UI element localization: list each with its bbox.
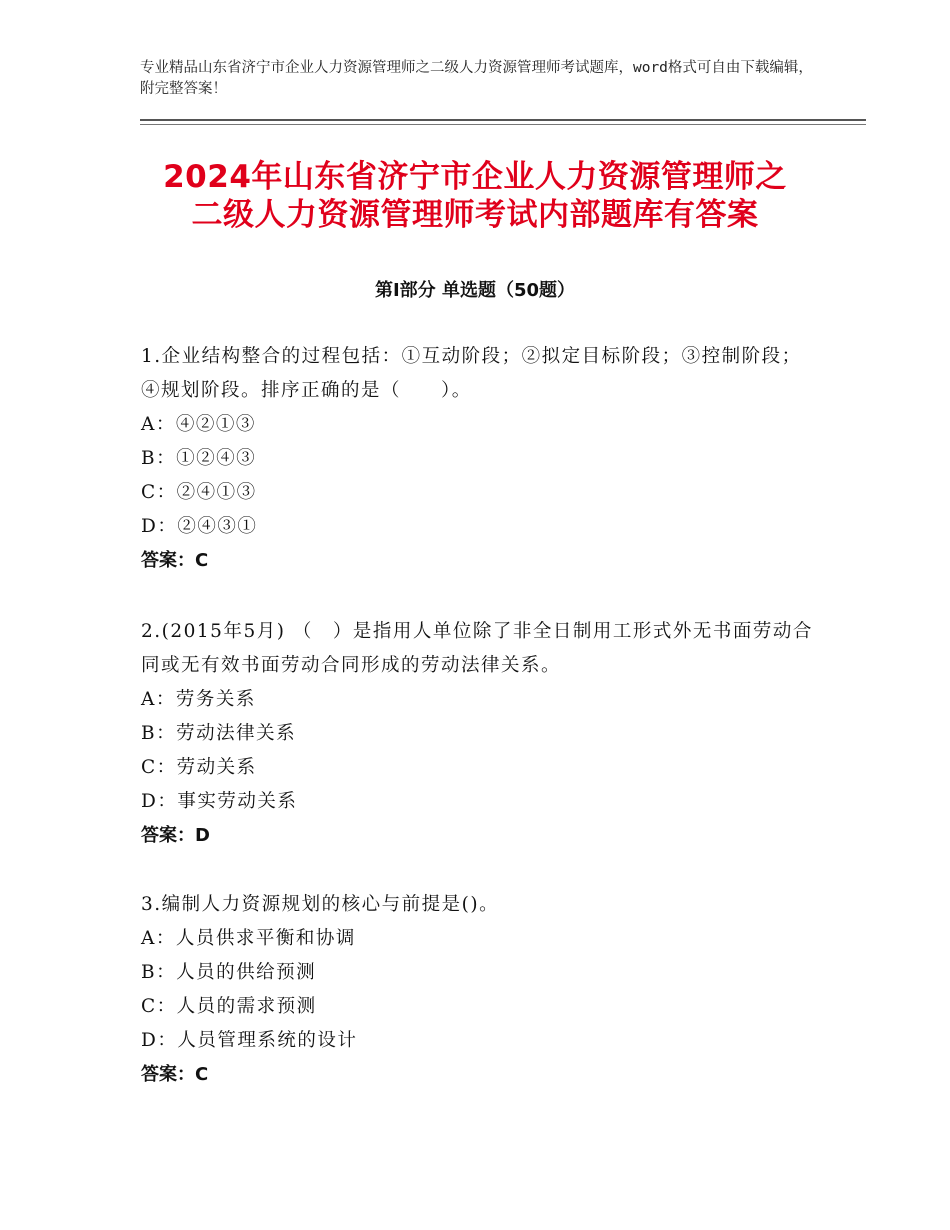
option-c: C：劳动关系 [141, 757, 257, 778]
option-c: C：②④①③ [141, 482, 257, 503]
option-c: C：人员的需求预测 [141, 996, 317, 1017]
question-3 [141, 888, 821, 1092]
answer: 答案：D [141, 825, 210, 846]
document-title [100, 158, 850, 234]
header-rule-thick [140, 119, 866, 121]
title-line-2: 二级人力资源管理师考试内部题库有答案 [191, 197, 759, 233]
title-line-1: 2024年山东省济宁市企业人力资源管理师之 [163, 159, 787, 195]
question-stem: 2.(2015年5月) （ ）是指用人单位除了非全日制用工形式外无书面劳动合同或无有效书面劳动合同形成的劳动法律关系。 [141, 621, 813, 676]
question-2 [141, 615, 821, 853]
section-heading: 第Ⅰ部分 单选题（50题） [374, 280, 575, 301]
option-a: A：④②①③ [141, 414, 256, 435]
header-note: 专业精品山东省济宁市企业人力资源管理师之二级人力资源管理师考试题库，word格式可自由下载编辑，附完整答案！ [140, 60, 813, 97]
question-stem: 3.编制人力资源规划的核心与前提是()。 [141, 894, 500, 915]
option-b: B：①②④③ [141, 448, 257, 469]
option-b: B：劳动法律关系 [141, 723, 297, 744]
option-d: D：事实劳动关系 [141, 791, 298, 812]
answer: 答案：C [141, 550, 209, 571]
option-b: B：人员的供给预测 [141, 962, 317, 983]
option-d: D：②④③① [141, 516, 258, 537]
option-a: A：人员供求平衡和协调 [141, 928, 356, 949]
option-d: D：人员管理系统的设计 [141, 1030, 358, 1051]
question-1 [141, 340, 821, 578]
answer: 答案：C [141, 1064, 209, 1085]
header-rule-thin [140, 124, 866, 125]
question-stem: 1.企业结构整合的过程包括：①互动阶段；②拟定目标阶段；③控制阶段；④规划阶段。排序正确的是（ ）。 [141, 346, 802, 401]
option-a: A：劳务关系 [141, 689, 256, 710]
